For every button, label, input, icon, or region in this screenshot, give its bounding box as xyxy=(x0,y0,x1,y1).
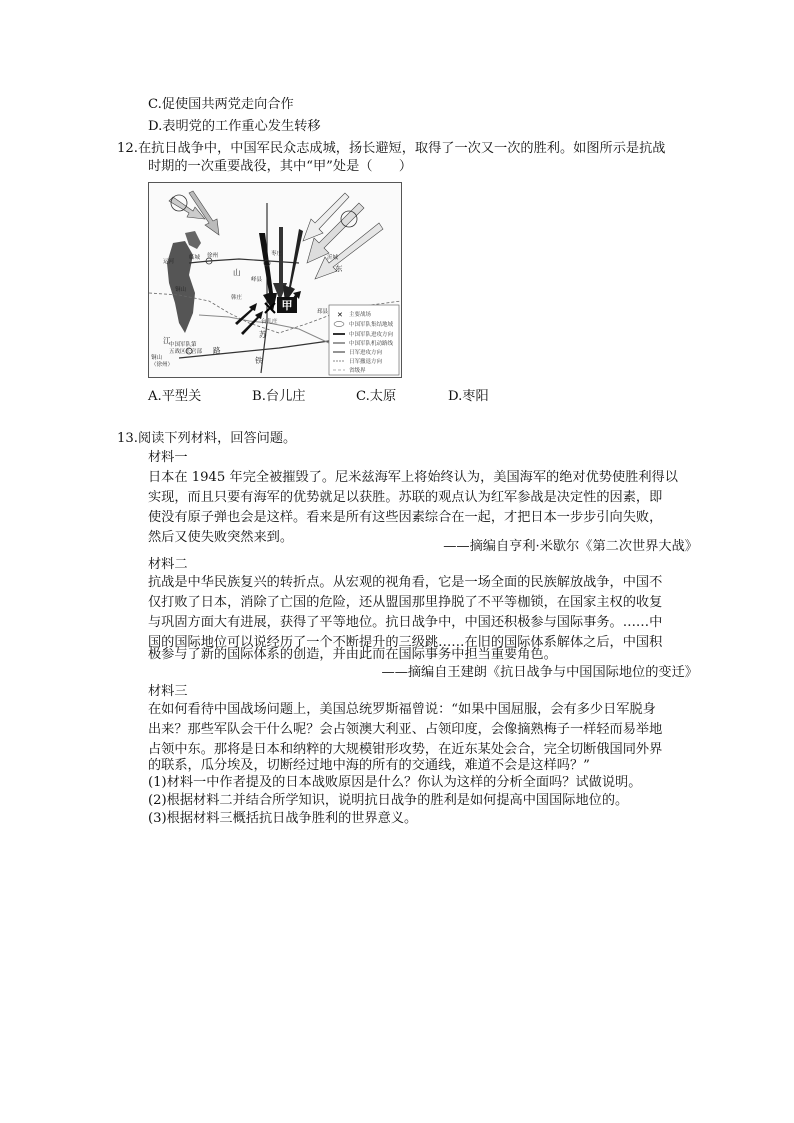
q13-question-1: (1)材料一中作者提及的日本战败原因是什么？你认为这样的分析全面吗？试做说明。 xyxy=(148,775,642,790)
note-line3: 中国军队第 xyxy=(169,342,197,348)
battle-map-svg xyxy=(149,183,401,377)
battle-map xyxy=(148,182,402,378)
legend-item-6: 日军撤退方向 xyxy=(349,359,383,365)
legend-item-4: 中国军队机动路线 xyxy=(349,341,394,347)
m2-line-1: 抗战是中华民族复兴的转折点。从宏观的视角看，它是一场全面的民族解放战争，中国不 xyxy=(148,575,663,590)
q12-option-d: D.枣阳 xyxy=(448,389,489,404)
label-yunhe: 运河 xyxy=(163,259,175,265)
note-line1: 铜山 xyxy=(151,355,163,361)
note-line2: （徐州） xyxy=(151,362,174,368)
label-tie: 铁 xyxy=(255,356,263,365)
map-legend xyxy=(329,305,399,375)
m2-title: 材料二 xyxy=(148,557,188,572)
label-dong: 东 xyxy=(335,264,343,273)
m1-line-3: 使没有原子弹也会是这样。看来是所有这些因素综合在一起，才把日本一步步引向失败， xyxy=(148,510,663,525)
japanese-advance-arrow-3 xyxy=(303,193,349,241)
label-lu: 路 xyxy=(213,346,221,355)
q12-option-a: A.平型关 xyxy=(148,389,202,404)
m3-line-3: 占领中东。那将是日本和纳粹的大规模钳形攻势，在近东某处会合，完全切断俄国同外界 xyxy=(148,742,663,757)
legend-item-2: 中国军队集结地域 xyxy=(349,322,394,328)
m1-line-2: 实现，而且只要有海军的优势就足以获胜。苏联的观点认为红军参战是决定性的因素，即 xyxy=(148,490,663,505)
label-pixian: 邳县 xyxy=(317,309,329,315)
m3-line-1: 在如何看待中国战场问题上，美国总统罗斯福曾说：“如果中国屈服，会有多少日军脱身 xyxy=(148,702,656,717)
label-jiang: 江 xyxy=(163,336,171,345)
m1-line-4: 然后又使失败突然来到。 xyxy=(148,530,294,545)
q13-question-2: (2)根据材料二并结合所学知识，说明抗日战争的胜利是如何提高中国国际地位的。 xyxy=(148,793,629,808)
label-tongshan: 铜山 xyxy=(175,287,187,293)
m2-line-4: 国的国际地位可以说经历了一个不断提升的三级跳……在旧的国际体系解体之后，中国积 xyxy=(148,635,663,650)
m3-line-2: 出来？那些军队会干什么呢？会占领澳大利亚、占领印度，会像摘熟梅子一样轻而易举地 xyxy=(148,722,663,737)
chinese-advance-arrow-1 xyxy=(259,233,277,311)
m1-source: ——摘编自亨利·米歇尔《第二次世界大战》 xyxy=(443,539,698,554)
prev-option-d: D.表明党的工作重心发生转移 xyxy=(148,119,321,134)
label-taierzhuang: 台儿庄 xyxy=(261,319,278,325)
m1-title: 材料一 xyxy=(148,450,188,465)
label-zaozhuang: 枣庄 xyxy=(271,251,283,257)
legend-item-1: 主要战场 xyxy=(349,312,372,318)
legend-item-7: 省级界 xyxy=(349,368,366,374)
marker-jia-label: 甲 xyxy=(281,299,293,312)
q12-stem-line1: 12.在抗日战争中，中国军民众志成城，扬长避短，取得了一次又一次的胜利。如图所示是抗战 xyxy=(117,141,666,156)
m3-line-4: 的联系，瓜分埃及，切断经过地中海的所有的交通线，难道不会是这样吗？” xyxy=(148,758,590,773)
m2-line-2: 仅打败了日本，消除了亡国的危险，还从盟国那里挣脱了不平等枷锁，在国家主权的收复 xyxy=(148,595,663,610)
q13-stem: 13.阅读下列材料，回答问题。 xyxy=(117,431,297,446)
q12-option-c: C.太原 xyxy=(356,389,397,404)
label-shan: 山 xyxy=(233,268,241,277)
prev-option-c: C.促使国共两党走向合作 xyxy=(148,97,294,112)
m3-title: 材料三 xyxy=(148,684,188,699)
label-xuzhou: 徐州 xyxy=(207,253,219,259)
q12-option-b: B.台儿庄 xyxy=(252,389,306,404)
note-line4: 五战区长官部 xyxy=(169,349,203,355)
label-lincheng: 临城 xyxy=(189,255,201,261)
legend-item-5: 日军进攻方向 xyxy=(349,350,383,356)
label-yicheng: 沂城 xyxy=(327,255,339,261)
legend-battle-icon: ✕ xyxy=(337,311,343,319)
label-yixian: 峄县 xyxy=(251,277,263,283)
m2-line-3: 与巩固方面大有进展，获得了平等地位。抗日战争中，中国还积极参与国际事务。……中 xyxy=(148,615,663,630)
label-su: 苏 xyxy=(259,330,267,339)
m2-source: ——摘编自王建朗《抗日战争与中国国际地位的变迁》 xyxy=(381,665,698,680)
m1-line-1: 日本在 1945 年完全被摧毁了。尼米兹海军上将始终认为，美国海军的绝对优势使胜利得以 xyxy=(148,470,678,485)
label-hanzhuang: 韩庄 xyxy=(231,295,243,301)
railway-line-2 xyxy=(261,203,267,373)
m2-line-5: 极参与了新的国际体系的创造，并由此而在国际事务中担当重要角色。 xyxy=(148,647,557,662)
q12-stem-line2: 时期的一次重要战役，其中“甲”处是（ ） xyxy=(148,159,413,174)
legend-item-3: 中国军队进攻方向 xyxy=(349,332,394,338)
q13-question-3: (3)根据材料三概括抗日战争胜利的世界意义。 xyxy=(148,811,418,826)
